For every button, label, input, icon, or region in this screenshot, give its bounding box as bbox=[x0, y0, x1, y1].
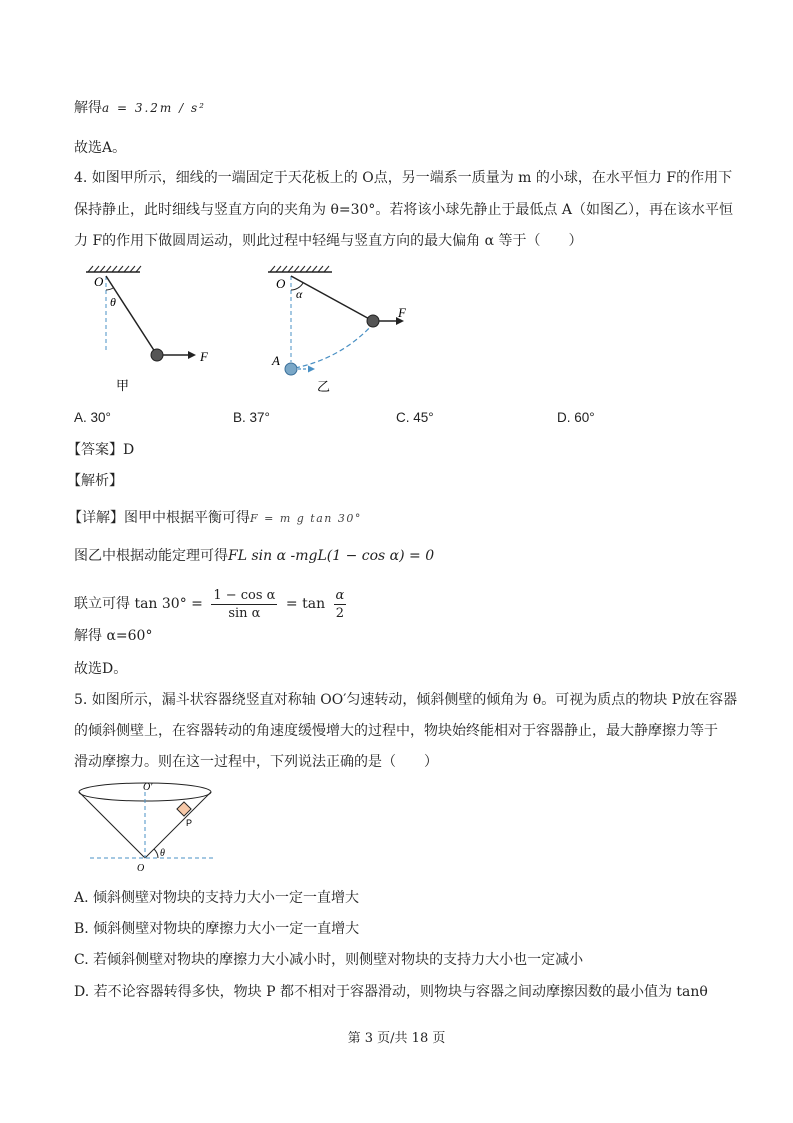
q4-line3: 力 F的作用下做圆周运动，则此过程中轻绳与竖直方向的最大偏角 α 等于（ ） bbox=[74, 233, 583, 249]
page-footer: 第 3 页/共 18 页 bbox=[347, 1031, 446, 1046]
q4-detail3 bbox=[74, 586, 350, 622]
detail3-frac2 bbox=[334, 587, 347, 622]
q5-line2: 的倾斜侧壁上，在容器转动的角速度缓慢增大的过程中，物块始终能相对于容器静止，最大静摩擦力等于 bbox=[74, 723, 718, 739]
q5-line1: 5. 如图所示，漏斗状容器绕竖直对称轴 OO′匀速转动，倾斜侧壁的倾角为 θ。可视为质点的物块 P放在容器 bbox=[74, 692, 738, 708]
funnel-theta: θ bbox=[160, 848, 165, 859]
frac2-den: 2 bbox=[335, 605, 345, 621]
q4-answer: 【答案】D bbox=[67, 442, 135, 458]
detail3-text: 联立可得 bbox=[74, 596, 130, 612]
q4-analysis: 【解析】 bbox=[67, 473, 123, 489]
q5-option-b[interactable]: B. 倾斜侧壁对物块的摩擦力大小一定一直增大 bbox=[74, 921, 360, 937]
q5-option-c[interactable]: C. 若倾斜侧壁对物块的摩擦力大小减小时，则侧壁对物块的支持力大小也一定减小 bbox=[74, 952, 584, 968]
fig2-caption: 乙 bbox=[317, 380, 331, 395]
detail2-math: FL sin α -mgL(1 − cos α) = 0 bbox=[228, 548, 435, 564]
figure-yi bbox=[262, 262, 442, 402]
q4-option-d[interactable]: D. 60° bbox=[557, 410, 595, 425]
q5-option-a[interactable]: A. 倾斜侧壁对物块的支持力大小一定一直增大 bbox=[74, 890, 360, 906]
q4-line2: 保持静止，此时细线与竖直方向的夹角为 θ=30°。若将该小球先静止于最低点 A（如图乙），再在该水平恒 bbox=[74, 202, 733, 218]
detail2-text: 图乙中根据动能定理可得 bbox=[74, 548, 228, 564]
fig2-alpha: α bbox=[296, 287, 303, 301]
fig2-F: F bbox=[398, 305, 406, 320]
detail1-text: 图甲中根据平衡可得 bbox=[124, 510, 250, 526]
figure-jia bbox=[80, 262, 240, 402]
q4-option-c[interactable]: C. 45° bbox=[396, 410, 434, 425]
fig2-A: A bbox=[272, 353, 280, 368]
detail1-math: F = m g tan 30° bbox=[250, 512, 362, 525]
funnel-O-top: O′ bbox=[143, 782, 153, 793]
q4-solve: 解得 α=60° bbox=[74, 628, 153, 644]
q4-choose: 故选D。 bbox=[74, 661, 128, 677]
detail3-mid: = tan bbox=[285, 596, 326, 612]
frac2-num: α bbox=[335, 587, 345, 603]
fig1-caption: 甲 bbox=[116, 379, 130, 394]
detail-label: 【详解】 bbox=[68, 510, 124, 526]
funnel-O: O bbox=[137, 863, 145, 874]
fig1-O: O bbox=[94, 274, 104, 289]
q4-option-a[interactable]: A. 30° bbox=[74, 410, 111, 425]
q4-detail1 bbox=[68, 508, 362, 529]
q4-option-b[interactable]: B. 37° bbox=[233, 410, 270, 425]
q4-line1: 4. 如图甲所示，细线的一端固定于天花板上的 O点，另一端系一质量为 m 的小球，在水平恒力 F的作用下 bbox=[74, 170, 733, 186]
q4-detail2 bbox=[74, 546, 434, 566]
frac1-num: 1 − cos α bbox=[213, 587, 276, 603]
frac1-den: sin α bbox=[228, 605, 261, 621]
detail3-frac1 bbox=[211, 587, 277, 622]
solve-label: 解得 bbox=[74, 100, 102, 116]
q5-option-d[interactable]: D. 若不论容器转得多快，物块 P 都不相对于容器滑动，则物块与容器之间动摩擦因数的最小值为 tanθ bbox=[74, 984, 708, 1000]
fig1-F: F bbox=[200, 349, 208, 364]
detail3-lhs: tan 30° = bbox=[134, 596, 203, 612]
fig1-theta: θ bbox=[110, 295, 116, 309]
solve-math: a = 3.2m / s² bbox=[102, 101, 206, 115]
fig2-O: O bbox=[276, 276, 286, 291]
funnel-P: P bbox=[186, 818, 193, 828]
solve-line-prev bbox=[74, 98, 206, 118]
figure-funnel bbox=[74, 778, 224, 878]
q5-line3: 滑动摩擦力。则在这一过程中，下列说法正确的是（ ） bbox=[74, 754, 438, 770]
choose-line-prev: 故选A。 bbox=[74, 140, 127, 156]
